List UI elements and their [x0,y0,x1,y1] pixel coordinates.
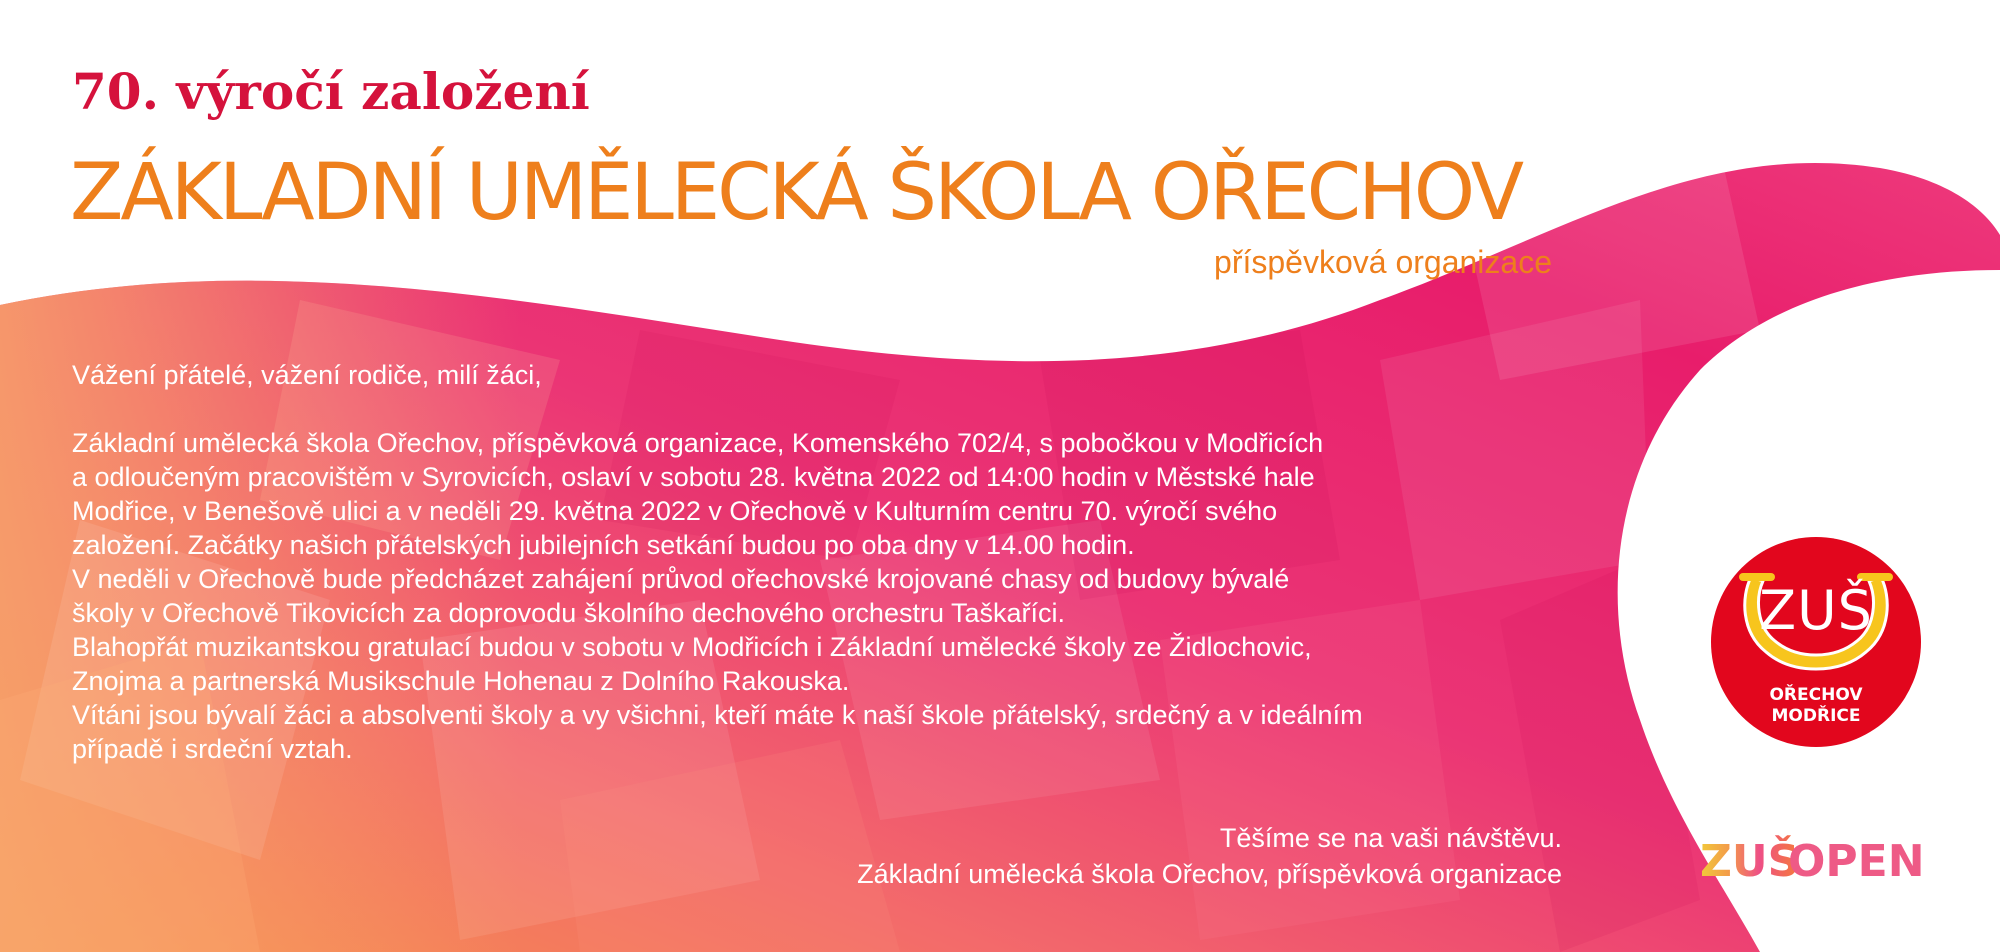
letter-line: školy v Ořechově Tikovicích za doprovodu školního dechového orchestru Taškaříci. [72,598,1066,628]
letter-signature: Základní umělecká škola Ořechov, příspěvková organizace [857,859,1562,889]
letter-line: Blahopřát muzikantskou gratulací budou v sobotu v Modřicích i Základní umělecké školy ze Židlochovic, [72,632,1312,662]
letter-closing-block [857,820,1562,892]
letter-greeting: Vážení přátelé, vážení rodiče, milí žáci, [72,360,542,390]
letter-line: Znojma a partnerská Musikschule Hohenau z Dolního Rakouska. [72,666,850,696]
organization-type: příspěvková organizace [1214,244,1552,280]
letter-line: založení. Začátky našich přátelských jubilejních setkání budou po oba dny v 14.00 hodin. [72,530,1135,560]
zus-open-text-part1: ZUŠ [1700,836,1800,884]
invitation-letter [72,358,1572,766]
school-name-heading: ZÁKLADNÍ UMĚLECKÁ ŠKOLA OŘECHOV [70,148,1522,238]
letter-line: V neděli v Ořechově bude předcházet zahájení průvod ořechovské krojované chasy od budovy bývalé [72,564,1290,594]
zus-location-text: OŘECHOV [1769,685,1863,705]
letter-closing: Těšíme se na vaši návštěvu. [1219,823,1562,853]
zus-location-text: MODŘICE [1771,706,1861,726]
zus-open-text-part2: OPEN [1788,836,1925,884]
letter-line: Základní umělecká škola Ořechov, příspěvková organizace, Komenského 702/4, s pobočkou v Modřicích [72,428,1324,458]
letter-line: případě i srdeční vztah. [72,734,353,764]
letter-line: Modřice, v Benešově ulici a v neděli 29. května 2022 v Ořechově v Kulturním centru 70. výročí svého [72,496,1278,526]
zus-open-logo [1700,812,1925,884]
zus-mark-text: ZUŠ [1759,579,1873,642]
letter-line: a odloučeným pracovištěm v Syrovicích, oslaví v sobotu 28. května 2022 od 14:00 hodin v Městské hale [72,462,1315,492]
letter-line: Vítáni jsou bývalí žáci a absolventi školy a vy všichni, kteří máte k naší škole přátelský, srdečný a v ideálním [72,700,1363,730]
anniversary-heading: 70. výročí založení [72,62,590,121]
zus-orechov-logo [1711,537,1921,747]
